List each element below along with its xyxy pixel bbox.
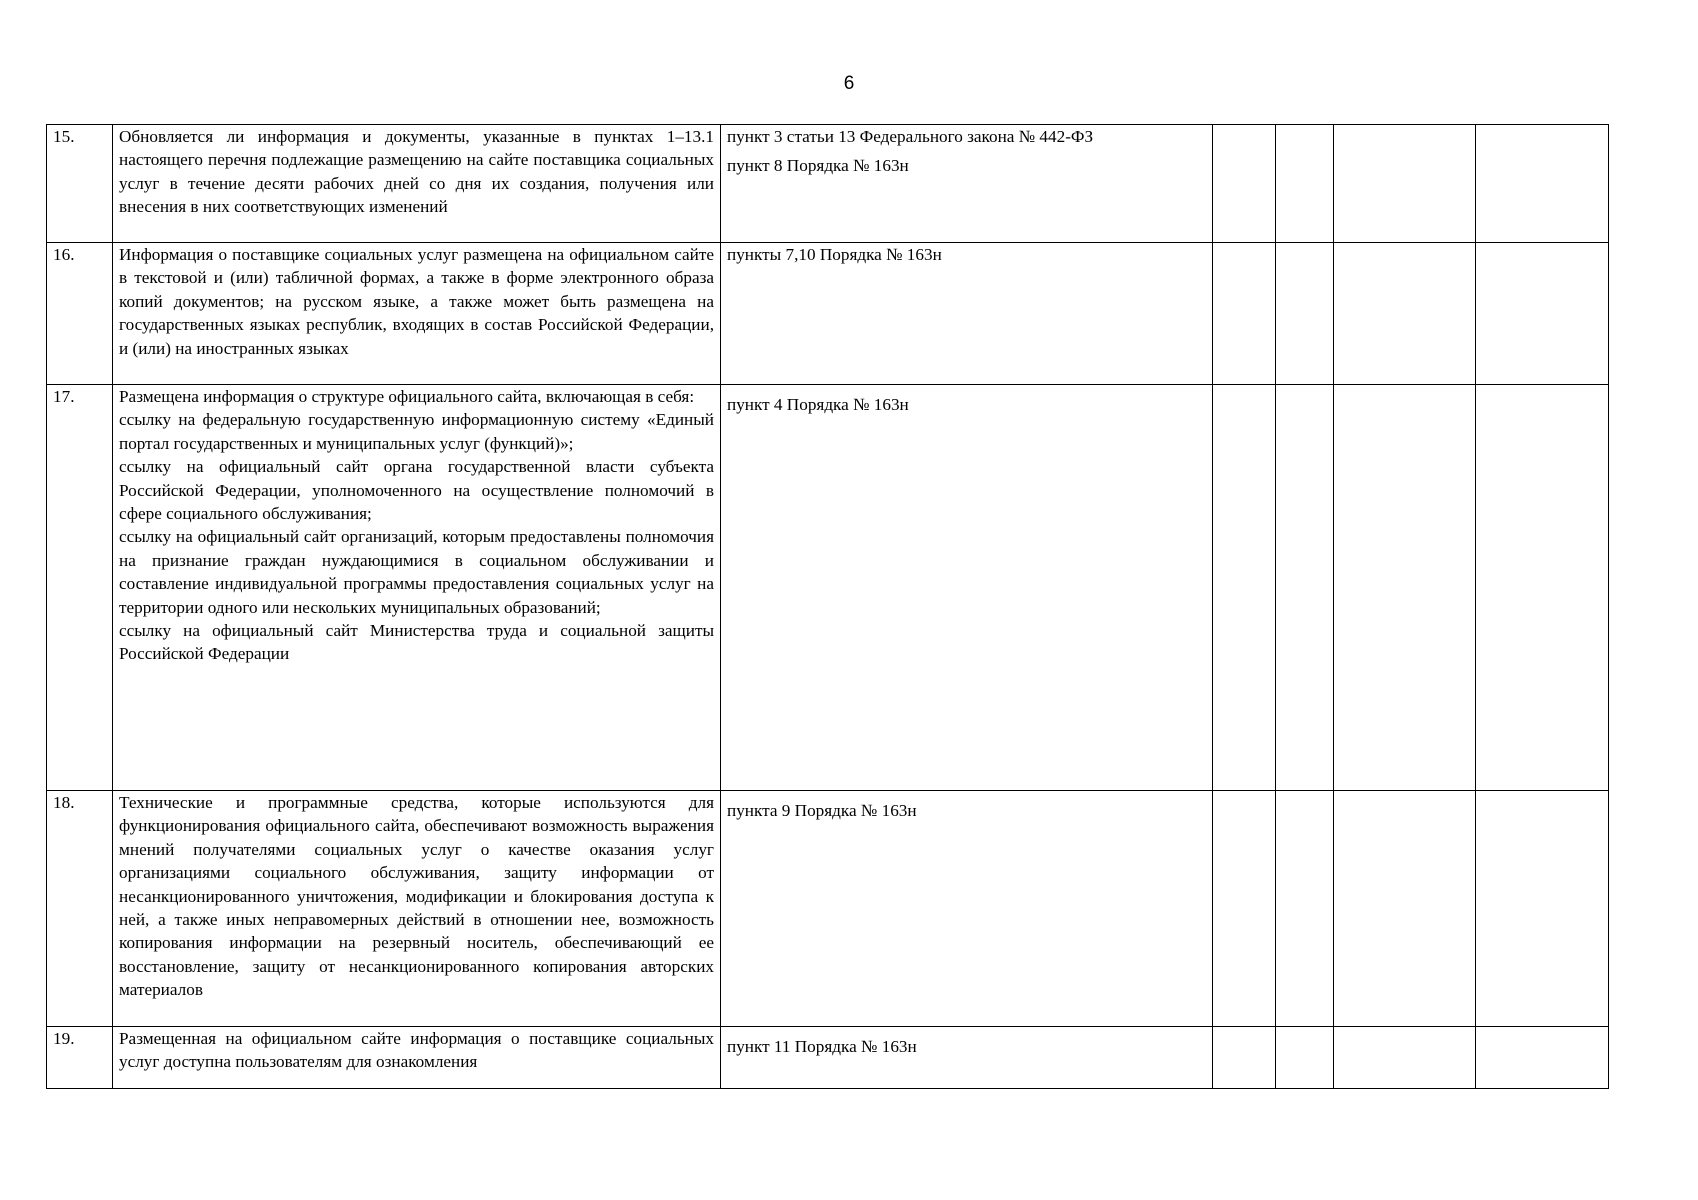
empty-cell [1476, 243, 1609, 385]
table-row [47, 243, 1609, 385]
requirement-text: Обновляется ли информация и документы, указанные в пунктах 1–13.1 настоящего перечня подлежащие размещению на сайте поставщика социальных услуг в течение десяти рабочих дней со дня их создания, получения или внесения в них соответствующих изменений [113, 125, 721, 243]
requirement-paragraph: ссылку на официальный сайт органа государственной власти субъекта Российской Федерации, уполномоченного на осуществление полномочий в сфере социального обслуживания; [119, 457, 714, 524]
empty-cell [1213, 125, 1276, 243]
empty-cell [1334, 1027, 1476, 1089]
reference-text: пункт 3 статьи 13 Федерального закона № 442-ФЗ [727, 127, 1094, 146]
row-number: 17. [47, 385, 113, 791]
requirement-text: Информация о поставщике социальных услуг размещена на официальном сайте в текстовой и (или) табличной формах, а также в форме электронного образа копий документов; на русском языке, а также может быть размещена на государственных языках республик, входящих в состав Российской Федерации, и (или) на иностранных языках [113, 243, 721, 385]
requirement-paragraph: Размещена информация о структуре официального сайта, включающая в себя: [119, 387, 695, 406]
empty-cell [1276, 385, 1334, 791]
reference-text: пункта 9 Порядка № 163н [727, 801, 917, 820]
row-number: 15. [47, 125, 113, 243]
table-row [47, 125, 1609, 243]
empty-cell [1276, 243, 1334, 385]
legal-references [721, 791, 1213, 1027]
reference-text: пункт 4 Порядка № 163н [727, 395, 909, 414]
empty-cell [1276, 1027, 1334, 1089]
requirement-paragraph: ссылку на федеральную государственную информационную систему «Единый портал государственных и муниципальных услуг (функций)»; [119, 410, 714, 453]
requirement-text: Технические и программные средства, которые используются для функционирования официального сайта, обеспечивают возможность выражения мнений получателями социальных услуг о качестве оказания услуг организациями социального обслуживания, защиту информации от несанкционированного уничтожения, модификации и блокирования доступа к ней, а также иных неправомерных действий в отношении нее, возможность копирования информации на резервный носитель, обеспечивающий ее восстановление, защиту от несанкционированного копирования авторских материалов [113, 791, 721, 1027]
empty-cell [1213, 243, 1276, 385]
empty-cell [1213, 1027, 1276, 1089]
row-number: 16. [47, 243, 113, 385]
reference-text: пункт 11 Порядка № 163н [727, 1037, 917, 1056]
table-row [47, 1027, 1609, 1089]
empty-cell [1334, 385, 1476, 791]
empty-cell [1334, 791, 1476, 1027]
empty-cell [1476, 791, 1609, 1027]
requirement-paragraph: ссылку на официальный сайт Министерства труда и социальной защиты Российской Федерации [119, 621, 714, 664]
empty-cell [1276, 125, 1334, 243]
legal-references [721, 385, 1213, 791]
requirement-text: Размещенная на официальном сайте информация о поставщике социальных услуг доступна пользователям для ознакомления [113, 1027, 721, 1089]
empty-cell [1334, 125, 1476, 243]
table-row [47, 791, 1609, 1027]
checklist-table [46, 124, 1609, 1089]
row-number: 18. [47, 791, 113, 1027]
empty-cell [1476, 125, 1609, 243]
requirement-paragraph: ссылку на официальный сайт организаций, которым предоставлены полномочия на признание граждан нуждающимися в социальном обслуживании и составление индивидуальной программы предоставления социальных услуг на территории одного или нескольких муниципальных образований; [119, 527, 714, 617]
empty-cell [1213, 385, 1276, 791]
legal-references [721, 125, 1213, 243]
empty-cell [1276, 791, 1334, 1027]
empty-cell [1476, 1027, 1609, 1089]
empty-cell [1334, 243, 1476, 385]
legal-references [721, 243, 1213, 385]
row-number: 19. [47, 1027, 113, 1089]
empty-cell [1476, 385, 1609, 791]
legal-references [721, 1027, 1213, 1089]
reference-text: пункты 7,10 Порядка № 163н [727, 245, 942, 264]
reference-text: пункт 8 Порядка № 163н [727, 156, 909, 176]
page-number: 6 [843, 73, 855, 94]
empty-cell [1213, 791, 1276, 1027]
table-row [47, 385, 1609, 791]
requirement-text [113, 385, 721, 791]
